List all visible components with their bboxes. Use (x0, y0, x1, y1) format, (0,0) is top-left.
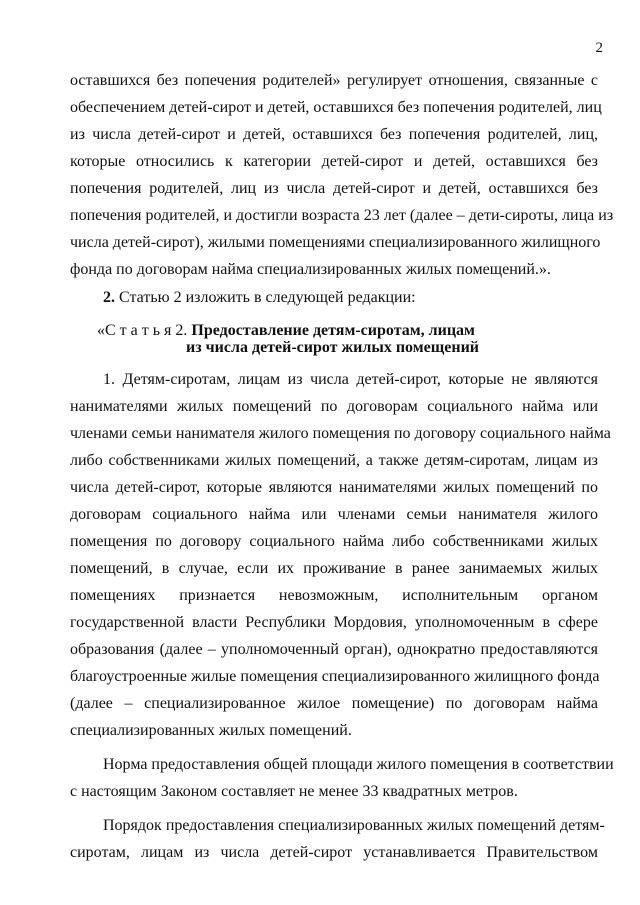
text-line: Норма предоставления общей площади жилого помещения в соответствии (103, 756, 614, 773)
text-line: специализированных жилых помещений. (70, 722, 352, 739)
text-line: либо собственниками жилых помещений, а также детям-сиротам, лицам из (70, 452, 598, 469)
article-title-line1: Предоставление детям-сиротам, лицам (191, 322, 475, 339)
text-line: благоустроенные жилые помещения специализированного жилищного фонда (70, 668, 600, 685)
list-item-2 (103, 285, 598, 311)
text-line: из числа детей-сирот и детей, оставшихся без попечения родителей, лиц, (70, 126, 598, 143)
article-title-line2: из числа детей-сирот жилых помещений (186, 339, 480, 356)
text-line: помещений, в случае, если их проживание в ранее занимаемых жилых (70, 560, 598, 577)
page-number: 2 (595, 40, 603, 56)
text-line: которые относились к категории детей-сирот и детей, оставшихся без (70, 153, 598, 170)
text-line: помещениях признается невозможным, исполнительным органом (70, 587, 598, 604)
text-line: Порядок предоставления специализированных жилых помещений детям- (103, 817, 605, 834)
text-line: числа детей-сирот), жилыми помещениями специализированного жилищного (70, 234, 601, 251)
list-item-number: 2. (103, 289, 115, 306)
text-line: с настоящим Законом составляет не менее 33 квадратных метров. (70, 783, 518, 800)
text-line: (далее – специализированное жилое помещение) по договорам найма (70, 695, 598, 712)
article-prefix: «С т а т ь я 2. (97, 322, 188, 339)
text-line: фонда по договорам найма специализированных жилых помещений.». (70, 261, 551, 278)
text-line: договорам социального найма или членами семьи нанимателя жилого (70, 506, 598, 523)
text-line: сиротам, лицам из числа детей-сирот устанавливается Правительством (70, 844, 598, 861)
text-line: 1. Детям-сиротам, лицам из числа детей-сирот, которые не являются (103, 371, 598, 388)
text-line: образования (далее – уполномоченный орган), однократно предоставляются (70, 641, 598, 658)
text-line: числа детей-сирот, которые являются нанимателями жилых помещений по (70, 479, 598, 496)
text-line: членами семьи нанимателя жилого помещения по договору социального найма (70, 425, 611, 442)
text-line: государственной власти Республики Мордовия, уполномоченным в сфере (70, 614, 598, 631)
text-line: оставшихся без попечения родителей» регулирует отношения, связанные с (70, 72, 598, 89)
text-line: обеспечением детей-сирот и детей, оставшихся без попечения родителей, лиц (70, 99, 602, 116)
text-line: попечения родителей, и достигли возраста 23 лет (далее – дети-сироты, лица из (70, 207, 614, 224)
text-line: нанимателями жилых помещений по договорам социального найма или (70, 398, 598, 415)
text-line: помещения по договору социального найма либо собственниками жилых (70, 533, 598, 550)
text-line: попечения родителей, лиц из числа детей-сирот и детей, оставшихся без (70, 180, 598, 197)
list-item-text: Статью 2 изложить в следующей редакции: (119, 289, 416, 306)
